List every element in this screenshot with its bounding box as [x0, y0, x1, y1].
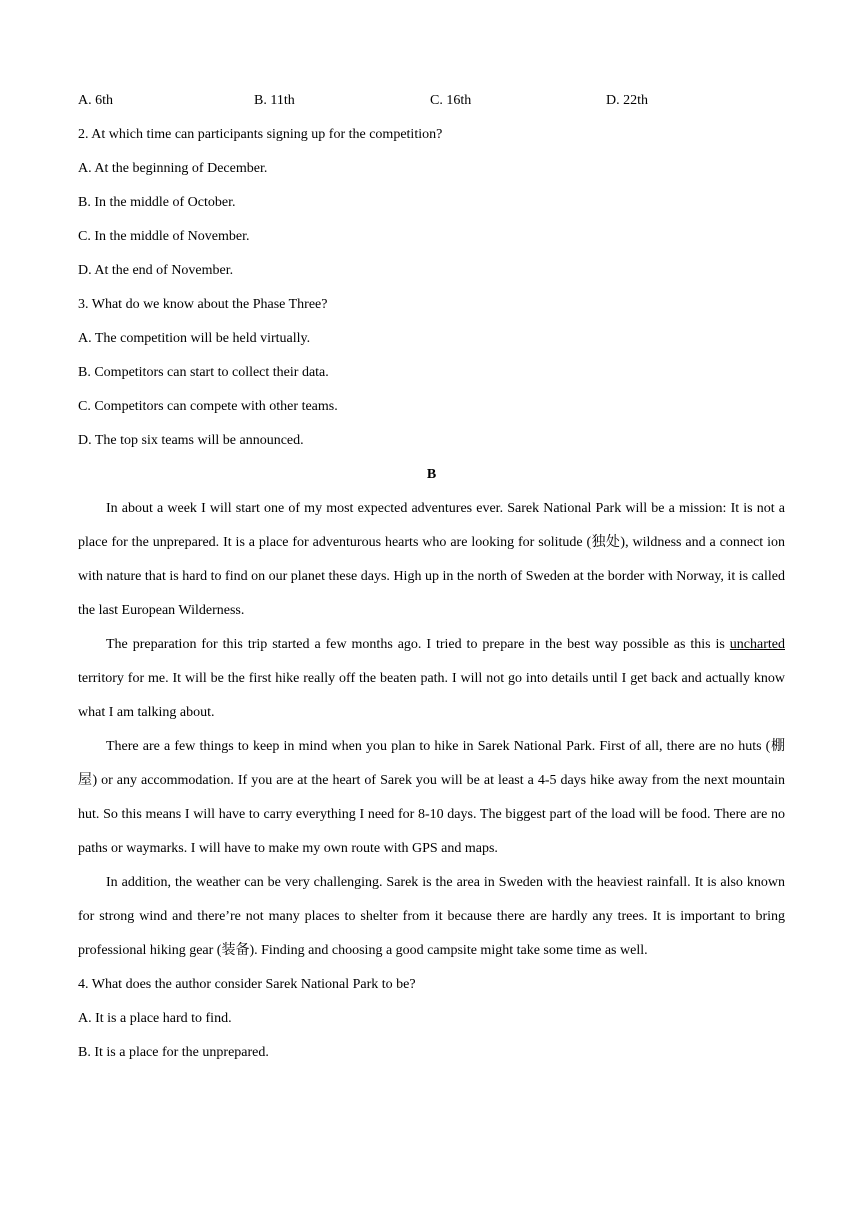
- q2-option-b: B. In the middle of October.: [78, 195, 236, 210]
- q3-stem: 3. What do we know about the Phase Three?: [78, 297, 328, 312]
- passage-paragraph-1: In about a week I will start one of my most expected adventures ever. Sarek National Park will be a mission: It is not a place for the unprepared. It is a place for adventurous hearts who are looking for solitude (独处), wildness and a connect ion with nature that is hard to find on our planet these days. High up in the north of Sweden at the border with Norway, it is called the last European Wilderness.: [78, 501, 785, 618]
- q1-option-c: C. 16th: [430, 93, 472, 108]
- q2-option-a: A. At the beginning of December.: [78, 161, 268, 176]
- q1-option-d: D. 22th: [606, 93, 648, 108]
- p2-text-before: The preparation for this trip started a few months ago. I tried to prepare in the best way possible as this is: [106, 637, 730, 652]
- q4-option-b: B. It is a place for the unprepared.: [78, 1045, 269, 1060]
- q1-option-b: B. 11th: [254, 93, 295, 108]
- q2-stem: 2. At which time can participants signing up for the competition?: [78, 127, 443, 142]
- q4-stem: 4. What does the author consider Sarek National Park to be?: [78, 977, 416, 992]
- q1-options: [78, 84, 785, 118]
- q1-option-a: A. 6th: [78, 93, 113, 108]
- q3-option-d: D. The top six teams will be announced.: [78, 433, 304, 448]
- q3-option-c: C. Competitors can compete with other teams.: [78, 399, 338, 414]
- passage-paragraph-3: There are a few things to keep in mind when you plan to hike in Sarek National Park. First of all, there are no huts (棚屋) or any accommodation. If you are at the heart of Sarek you will be at least a 4-5 days hike away from the next mountain hut. So this means I will have to carry everything I need for 8-10 days. The biggest part of the load will be food. There are no paths or waymarks. I will have to make my own route with GPS and maps.: [78, 739, 785, 856]
- q3-option-b: B. Competitors can start to collect their data.: [78, 365, 329, 380]
- passage-paragraph-2: [78, 628, 785, 730]
- document-content: [78, 84, 785, 1070]
- q2-option-d: D. At the end of November.: [78, 263, 234, 278]
- passage-paragraph-4: In addition, the weather can be very challenging. Sarek is the area in Sweden with the heaviest rainfall. It is also known for strong wind and there’re not many places to shelter from it because there are hardly any trees. It is important to bring professional hiking gear (装备). Finding and choosing a good campsite might take some time as well.: [78, 875, 785, 958]
- q4-option-a: A. It is a place hard to find.: [78, 1011, 232, 1026]
- p2-text-after: territory for me. It will be the first hike really off the beaten path. I will not go into details until I get back and actually know what I am talking about.: [78, 671, 785, 720]
- q3-option-a: A. The competition will be held virtually.: [78, 331, 311, 346]
- underlined-word: uncharted: [729, 637, 785, 652]
- section-b-heading: B: [426, 467, 437, 482]
- q2-option-c: C. In the middle of November.: [78, 229, 250, 244]
